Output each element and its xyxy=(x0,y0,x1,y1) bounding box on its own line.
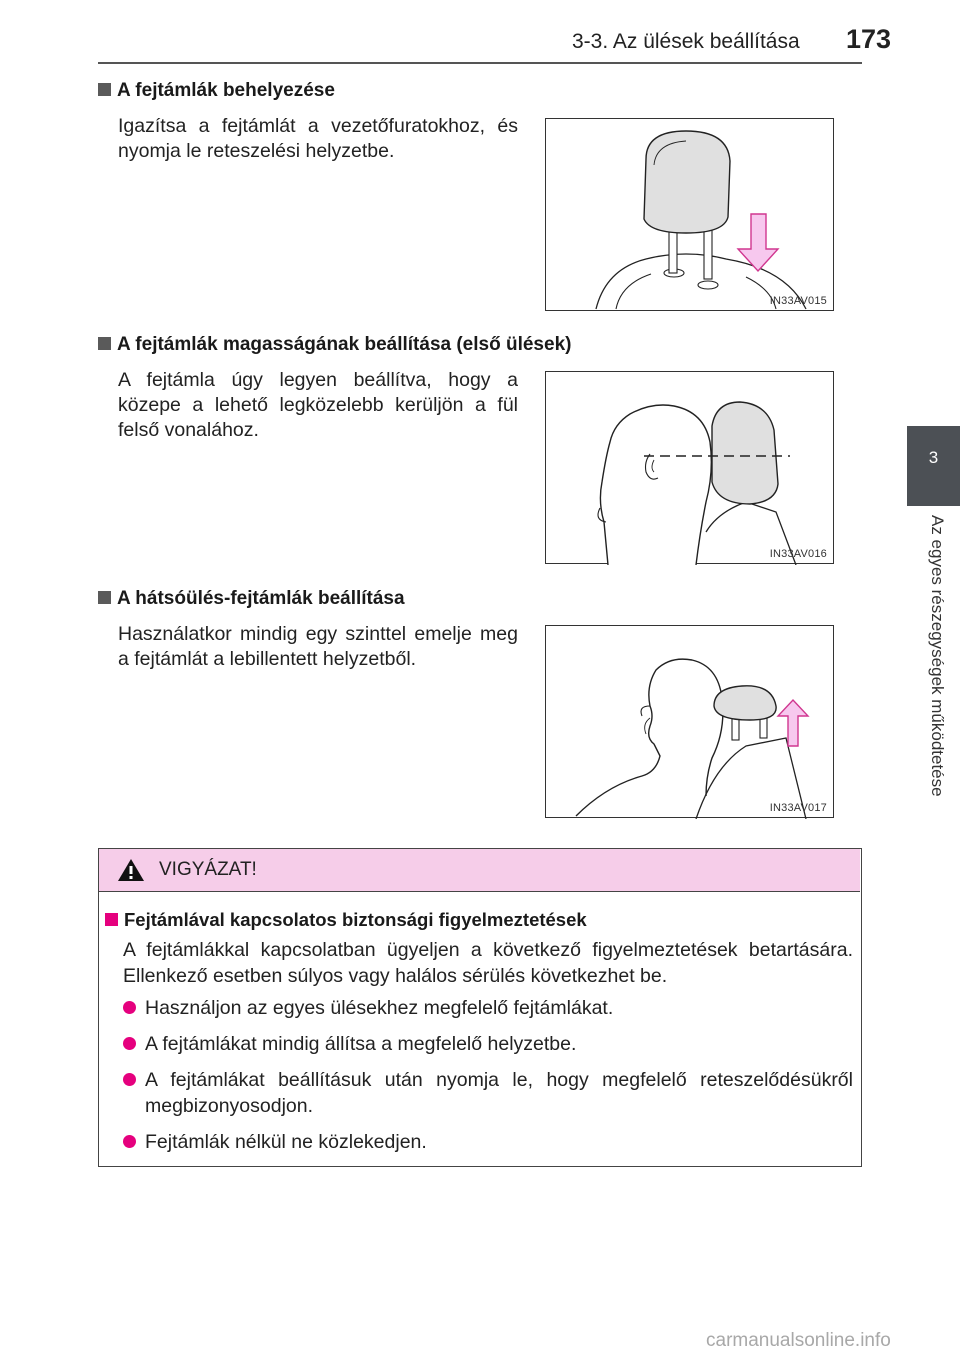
chapter-tab xyxy=(907,426,960,506)
chapter-number: 3 xyxy=(928,448,939,467)
square-bullet-icon xyxy=(98,83,111,96)
section-heading-rear: A hátsóülés-fejtámlák beállítása xyxy=(98,588,405,610)
section-heading-insert: A fejtámlák behelyezése xyxy=(98,80,335,102)
warning-intro: A fejtámlákkal kapcsolatban ügyeljen a következő figyelmeztetések betartására. Ellenkező esetben súlyos vagy halálos sérülés következhet be. xyxy=(123,939,853,987)
warning-bullet: A fejtámlákat mindig állítsa a megfelelő helyzetbe. xyxy=(123,1031,853,1057)
headrest-rear-illustration xyxy=(546,626,835,819)
figure-headrest-height xyxy=(545,371,834,564)
header-divider xyxy=(98,62,862,64)
figure-code: IN33AV016 xyxy=(769,548,827,560)
figure-code: IN33AV017 xyxy=(769,802,827,814)
bullet-dot-icon xyxy=(123,1073,136,1086)
figure-headrest-rear xyxy=(545,625,834,818)
warning-heading: Fejtámlával kapcsolatos biztonsági figyelmeztetések xyxy=(105,909,587,931)
square-bullet-icon xyxy=(98,337,111,350)
section-text-insert: Igazítsa a fejtámlát a vezetőfuratokhoz, és nyomja le reteszelési helyzetbe. xyxy=(118,115,518,162)
section-text-rear: Használatkor mindig egy szinttel emelje meg a fejtámlát a lebillentett helyzetből. xyxy=(118,623,518,670)
bullet-dot-icon xyxy=(123,1037,136,1050)
figure-headrest-insert xyxy=(545,118,834,311)
section-text-height: A fejtámla úgy legyen beállítva, hogy a közepe a lehető legközelebb kerüljön a fül felső vonalához. xyxy=(118,369,518,441)
warning-triangle-icon xyxy=(117,858,145,882)
chapter-title-vertical xyxy=(907,515,960,865)
figure-code: IN33AV015 xyxy=(769,295,827,307)
headrest-height-illustration xyxy=(546,372,835,565)
page-number: 173 xyxy=(846,24,892,54)
watermark: carmanualsonline.info xyxy=(706,1330,891,1351)
headrest-insert-illustration xyxy=(546,119,835,312)
chapter-title: Az egyes részegységek működtetése xyxy=(928,515,947,797)
warning-bullet: Használjon az egyes ülésekhez megfelelő fejtámlákat. xyxy=(123,995,853,1021)
bullet-dot-icon xyxy=(123,1001,136,1014)
bullet-dot-icon xyxy=(123,1135,136,1148)
section-heading-height: A fejtámlák magasságának beállítása (első ülések) xyxy=(98,334,571,356)
square-bullet-icon xyxy=(105,913,118,926)
warning-title: VIGYÁZAT! xyxy=(159,859,257,880)
warning-header xyxy=(99,849,860,892)
page-header-title: 3-3. Az ülések beállítása xyxy=(572,30,800,53)
warning-bullet: Fejtámlák nélkül ne közlekedjen. xyxy=(123,1129,853,1155)
warning-box xyxy=(98,848,862,1167)
warning-bullet: A fejtámlákat beállításuk után nyomja le, hogy megfelelő reteszelődésükről megbizonyosodjon. xyxy=(123,1067,853,1119)
square-bullet-icon xyxy=(98,591,111,604)
